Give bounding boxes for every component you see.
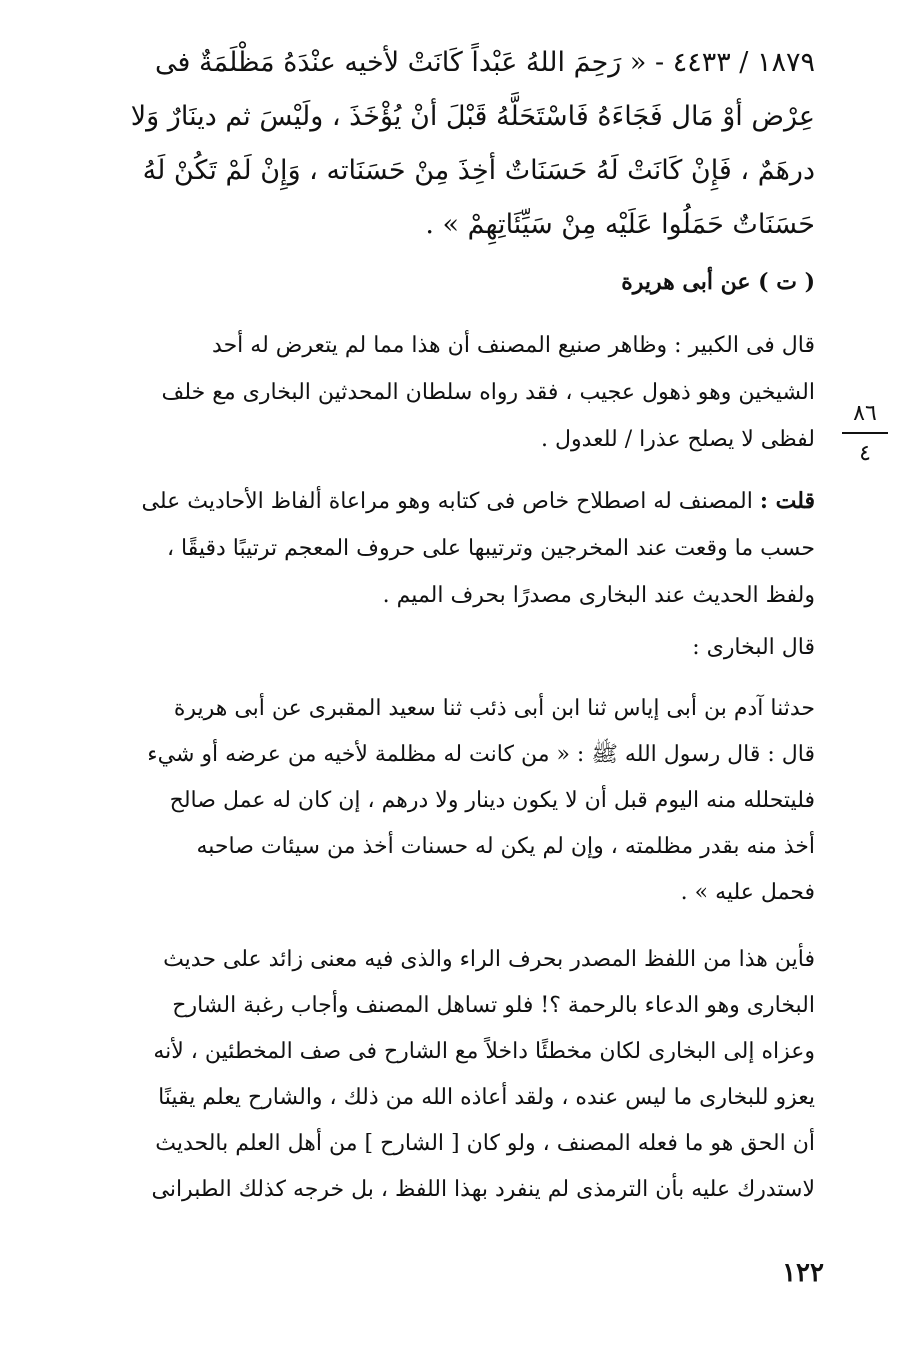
hadith-text	[100, 36, 815, 252]
qala-bukhari-heading	[100, 628, 815, 668]
paragraph-line: حدثنا آدم بن أبى إياس ثنا ابن أبى ذئب ثنا سعيد المقبرى عن أبى هريرة	[173, 696, 815, 721]
hadith-line: درهَمٌ ، فَإِنْ كَانَتْ لَهُ حَسَنَاتٌ أخِذَ مِنْ حَسَنَاته ، وَإِنْ لَمْ تَكُنْ لَهُ	[142, 155, 815, 186]
margin-reference-top: ٨٦	[853, 401, 877, 426]
paragraph-line: أن الحق هو ما فعله المصنف ، ولو كان [ الشارح ] من أهل العلم بالحديث	[155, 1131, 815, 1156]
page-number: ١٢٢	[782, 1258, 824, 1288]
paragraph-line: حسب ما وقعت عند المخرجين وترتيبها على حروف المعجم ترتيبًا دقيقًا ،	[166, 536, 815, 561]
paragraph-line	[100, 478, 815, 525]
paragraph-line: فليتحلله منه اليوم قبل أن لا يكون دينار ولا درهم ، إن كان له عمل صالح	[169, 788, 815, 813]
paragraph-line: فحمل عليه » .	[680, 880, 815, 905]
paragraph-line: وعزاه إلى البخارى لكان مخطئًا داخلاً مع الشارح فى صف المخطئين ، لأنه	[153, 1039, 815, 1064]
paragraph-line: قال فى الكبير : وظاهر صنيع المصنف أن هذا مما لم يتعرض له أحد	[212, 333, 815, 358]
source-line: ( ت ) عن أبى هريرة	[621, 269, 815, 295]
heading-line: قال البخارى :	[692, 635, 815, 660]
paragraph-line: الشيخين وهو ذهول عجيب ، فقد رواه سلطان المحدثين البخارى مع خلف	[161, 380, 815, 405]
paragraph-line: لاستدرك عليه بأن الترمذى لم ينفرد بهذا اللفظ ، بل خرجه كذلك الطبرانى	[151, 1177, 815, 1202]
paragraph-line: فأين هذا من اللفظ المصدر بحرف الراء والذى فيه معنى زائد على حديث	[163, 947, 815, 972]
paragraph-line: يعزو للبخارى ما ليس عنده ، ولقد أعاذه الله من ذلك ، والشارح يعلم يقينًا	[158, 1085, 815, 1110]
paragraph-line: لفظى لا يصلح عذرا / للعدول .	[541, 427, 815, 452]
hadith-line: عِرْض أوْ مَال فَجَاءَهُ فَاسْتَحَلَّهُ قَبْلَ أنْ يُؤْخَذَ ، ولَيْسَ ثم دينَارٌ وَلا	[130, 101, 815, 132]
final-paragraph	[100, 937, 815, 1213]
hadith-source	[100, 262, 815, 302]
paragraph-line: أخذ منه بقدر مظلمته ، وإن لم يكن له حسنات أخذ من سيئات صاحبه	[196, 834, 815, 859]
paragraph-line: قال : قال رسول الله ﷺ : « من كانت له مظلمة لأخيه من عرضه أو شيء	[147, 742, 815, 767]
qultu-paragraph	[100, 478, 815, 619]
commentary-kabir	[100, 322, 815, 463]
paragraph-line: ولفظ الحديث عند البخارى مصدرًا بحرف الميم .	[382, 583, 815, 608]
qultu-lead: قلت :	[759, 488, 815, 514]
paragraph-line: البخارى وهو الدعاء بالرحمة ؟! فلو تساهل المصنف وأجاب رغبة الشارح	[172, 993, 815, 1018]
hadith-line: حَسَنَاتٌ حَمَلُوا عَلَيْه مِنْ سَيِّئَاتِهِمْ » .	[425, 209, 815, 240]
margin-reference-rule	[842, 432, 888, 434]
qultu-line-text: المصنف له اصطلاح خاص فى كتابه وهو مراعاة ألفاظ الأحاديث على	[141, 489, 760, 514]
hadith-line: ١٨٧٩ / ٤٤٣٣ - « رَحِمَ اللهُ عَبْداً كَانَتْ لأخيه عنْدَهُ مَظْلَمَةٌ فى	[155, 47, 815, 78]
bukhari-text	[100, 686, 815, 916]
margin-reference-bottom: ٤	[859, 441, 871, 466]
margin-reference	[840, 400, 890, 468]
